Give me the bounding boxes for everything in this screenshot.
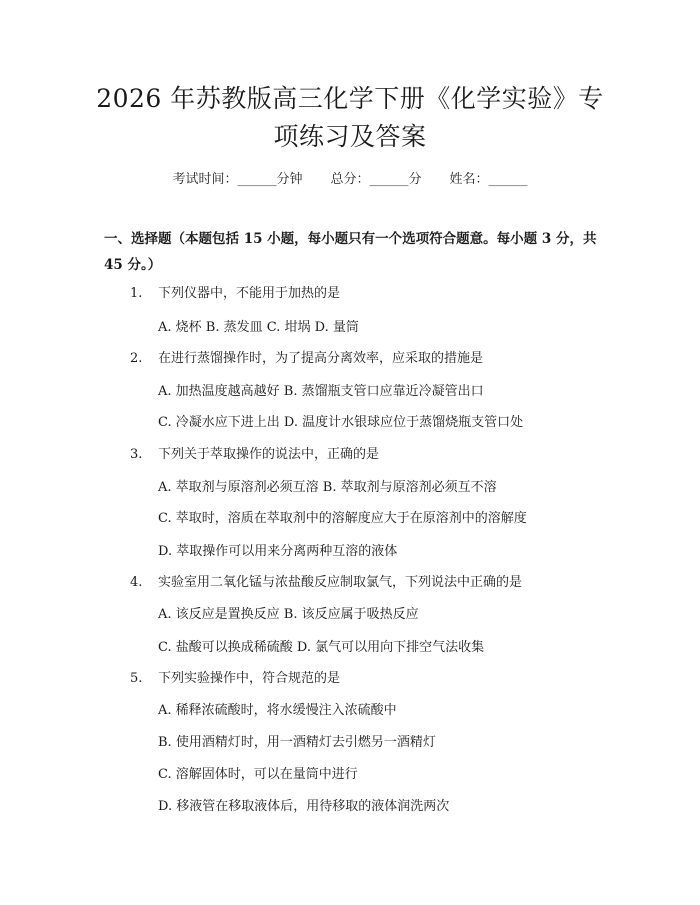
question-2-options-cd: C. 冷凝水应下进上出 D. 温度计水银球应位于蒸馏烧瓶支管口处 [158, 415, 524, 430]
question-5-option-a: A. 稀释浓硫酸时，将水缓慢注入浓硫酸中 [158, 703, 397, 718]
question-text: 下列实验操作中，符合规范的是 [158, 671, 341, 686]
question-5 [130, 667, 340, 686]
question-3-option-d: D. 萃取操作可以用来分离两种互溶的液体 [158, 544, 398, 559]
document-title [60, 80, 640, 156]
section-heading: 一、选择题（本题包括 15 小题，每小题只有一个选项符合题意。每小题 3 分，共 45 分。） [104, 231, 597, 273]
question-2-options-ab: A. 加热温度越高越好 B. 蒸馏瓶支管口应靠近冷凝管出口 [158, 384, 484, 399]
student-name-field: 姓名：______ [449, 172, 528, 187]
question-1 [130, 282, 340, 301]
question-4-options-cd: C. 盐酸可以换成稀硫酸 D. 氯气可以用向下排空气法收集 [158, 640, 485, 655]
question-number: 1. [130, 286, 143, 301]
question-3-options-ab: A. 萃取剂与原溶剂必须互溶 B. 萃取剂与原溶剂必须互不溶 [158, 480, 497, 495]
question-number: 4. [130, 575, 143, 590]
question-text: 下列仪器中，不能用于加热的是 [158, 286, 341, 301]
question-text: 实验室用二氧化锰与浓盐酸反应制取氯气，下列说法中正确的是 [158, 575, 523, 590]
question-text: 在进行蒸馏操作时，为了提高分离效率，应采取的措施是 [158, 351, 484, 366]
title-line-2: 项练习及答案 [273, 122, 427, 151]
title-line-1: 2026 年苏教版高三化学下册《化学实验》专 [96, 84, 604, 113]
exam-time-field: 考试时间：______分钟 [172, 172, 303, 187]
exam-meta [0, 168, 700, 187]
question-5-option-b: B. 使用酒精灯时，用一酒精灯去引燃另一酒精灯 [158, 735, 436, 750]
question-2 [130, 347, 483, 366]
question-5-option-d: D. 移液管在移取液体后，用待移取的液体润洗两次 [158, 799, 450, 814]
question-number: 5. [130, 671, 143, 686]
question-3 [130, 443, 379, 462]
question-number: 2. [130, 351, 143, 366]
question-number: 3. [130, 447, 143, 462]
question-5-option-c: C. 溶解固体时，可以在量筒中进行 [158, 767, 358, 782]
question-1-options: A. 烧杯 B. 蒸发皿 C. 坩埚 D. 量筒 [158, 320, 359, 335]
question-3-option-c: C. 萃取时，溶质在萃取剂中的溶解度应大于在原溶剂中的溶解度 [158, 511, 527, 526]
question-text: 下列关于萃取操作的说法中，正确的是 [158, 447, 380, 462]
question-4-options-ab: A. 该反应是置换反应 B. 该反应属于吸热反应 [158, 607, 419, 622]
question-4 [130, 571, 522, 590]
total-score-field: 总分：______分 [330, 172, 422, 187]
